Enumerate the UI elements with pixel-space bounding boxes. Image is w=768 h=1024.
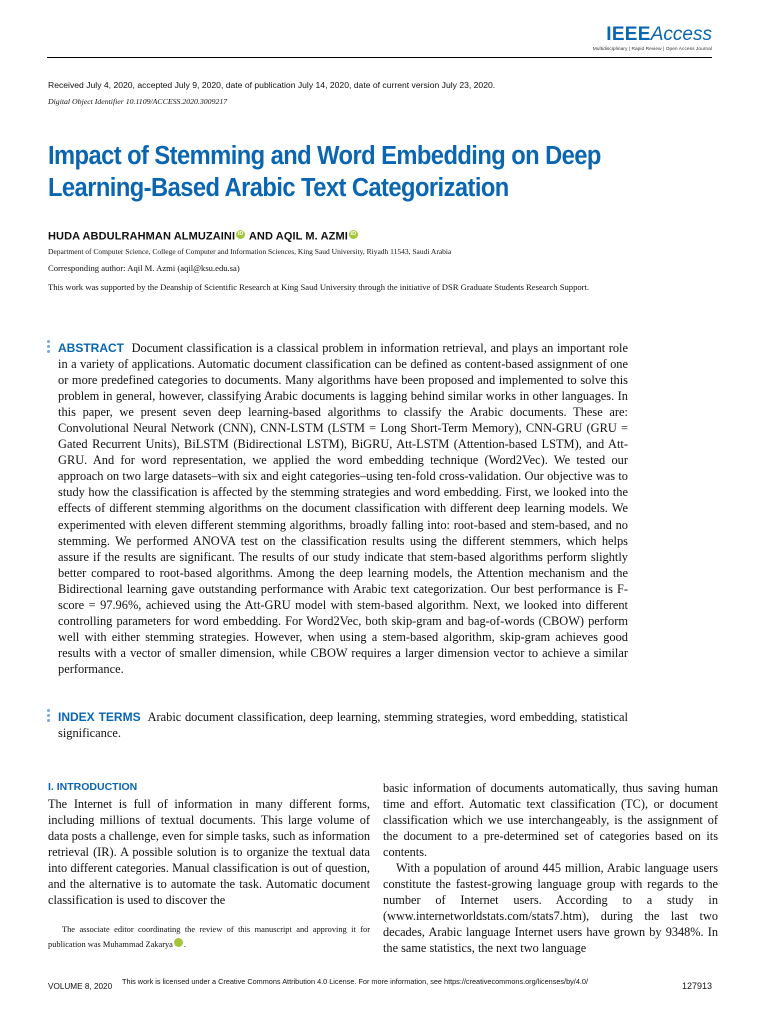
orcid-icon[interactable]: iD <box>174 938 183 947</box>
abstract-heading: ABSTRACT <box>58 341 124 355</box>
paper-title: Impact of Stemming and Word Embedding on Deep Learning-Based Arabic Text Categorization <box>48 142 601 202</box>
abstract <box>58 340 628 677</box>
editor-footnote: The associate editor coordinating the review of this manuscript and approving it for publication was Muhammad Zakarya iD. <box>48 925 370 949</box>
funding-note: This work was supported by the Deanship of Scientific Research at King Saud University through the initiative of DSR Graduate Students Research Support. <box>48 282 590 292</box>
index-terms <box>58 709 628 741</box>
footer-page-number: 127913 <box>681 981 712 991</box>
orcid-icon[interactable]: iD <box>237 231 244 237</box>
footnote-text: The associate editor coordinating the review of this manuscript and approving it for publication was Muhammad Zakarya <box>48 925 370 949</box>
intro-right-column <box>383 780 718 957</box>
section-heading-introduction: I. INTRODUCTION <box>48 781 138 793</box>
logo-ieee: IEEE <box>606 24 651 45</box>
affiliation: Department of Computer Science, College of Computer and Information Sciences, King Saud University, Riyadh 11543, Saudi Arabia <box>48 247 452 256</box>
intro-left-column: The Internet is full of information in many different forms, including millions of textual documents. This large volume of data posts a challenge, even for simple tasks, such as information retrieval (IR). A possible solution is to organize the textual data into different categories. Manual classification is out of question, and the alternative is to automate the task. Automatic document classification is used to discover the <box>48 797 370 908</box>
corresponding-author: Corresponding author: Aqil M. Azmi (aqil@ksu.edu.sa) <box>48 263 240 273</box>
header-rule <box>47 57 712 58</box>
received-dates: Received July 4, 2020, accepted July 9, 2020, date of publication July 14, 2020, date of current version July 23, 2020. <box>48 80 496 90</box>
intro-right-paragraph-2: With a population of around 445 million, Arabic language users constitute the fastest-growing language group with regards to the number of Internet users. According to a study in (www.internetworldstats.com/stats7.htm), during the last two decades, Arabic language Internet users have grown by 9348%. In the same statistics, the next two language <box>383 861 718 956</box>
index-terms-heading: INDEX TERMS <box>58 710 141 724</box>
author-2[interactable]: AQIL M. AZMI <box>275 230 348 243</box>
orcid-icon[interactable]: iD <box>350 231 357 237</box>
index-terms-text: Arabic document classification, deep learning, stemming strategies, word embedding, statistical significance. <box>58 710 628 740</box>
footer-volume: VOLUME 8, 2020 <box>48 982 113 991</box>
index-terms-marker-icon <box>47 709 50 724</box>
intro-right-paragraph-1: basic information of documents automatically, thus saving human time and effort. Automatic text classification (TC), or document classification which we use interchangeably, is the assignment of the document to a pre-determined set of categories based on its contents. <box>383 781 718 860</box>
doi: Digital Object Identifier 10.1109/ACCESS.2020.3009217 <box>48 97 228 106</box>
author-1[interactable]: HUDA ABDULRAHMAN ALMUZAINI <box>48 230 236 243</box>
authors <box>48 230 359 243</box>
abstract-marker-icon <box>47 340 50 355</box>
authors-and: AND <box>246 230 276 243</box>
abstract-text: Document classification is a classical problem in information retrieval, and plays an important role in a variety of applications. Automatic document classification can be defined as content-based assignment of one or more predefined categories to documents. Many algorithms have been proposed and implemented to solve this problem in general, however, classifying Arabic documents is lagging behind similar works in other languages. In this paper, we present seven deep learning-based algorithms to classify the Arabic documents. These are: Convolutional Neural Network (CNN), CNN-LSTM (LSTM = Long Short-Term Memory), CNN-GRU (GRU = Gated Recurrent Units), BiLSTM (Bidirectional LSTM), BiGRU, Att-LSTM (Attention-based LSTM), and Att-GRU. And for word representation, we applied the word embedding technique (Word2Vec). We tested our approach on two large datasets–with six and eight categories–using ten-fold cross-validation. Our objective was to study how the classification is affected by the stemming strategies and word embedding. First, we looked into the effects of different stemming algorithms on the document classification with different deep learning models. We experimented with eleven different stemming algorithms, broadly falling into: root-based and stem-based, and no stemming. We performed ANOVA test on the classification results using the different stemmers, which helps assure if the results are significant. The results of our study indicate that stem-based algorithms perform slightly better compared to root-based algorithms. Among the deep learning models, the Attention mechanism and the Bidirectional learning gave outstanding performance with Arabic text categorization. Our best performance is F-score = 97.96%, achieved using the Att-GRU model with stem-based algorithm. Next, we looked into different controlling parameters for word embedding. For Word2Vec, both skip-gram and bag-of-words (CBOW) perform well with either stemming strategies. However, when using a stem-based algorithm, skip-gram achieves good results with a vector of smaller dimension, while CBOW requires a larger dimension vector to achieve a similar performance. <box>58 341 628 676</box>
logo-tagline: Multidisciplinary | Rapid Review | Open Access Journal <box>592 47 712 52</box>
journal-logo <box>593 24 712 52</box>
footer-license[interactable]: This work is licensed under a Creative Commons Attribution 4.0 License. For more information, see https://creativecommons.org/licenses/by/4.0/ <box>122 977 588 986</box>
logo-access: Access <box>650 24 712 45</box>
